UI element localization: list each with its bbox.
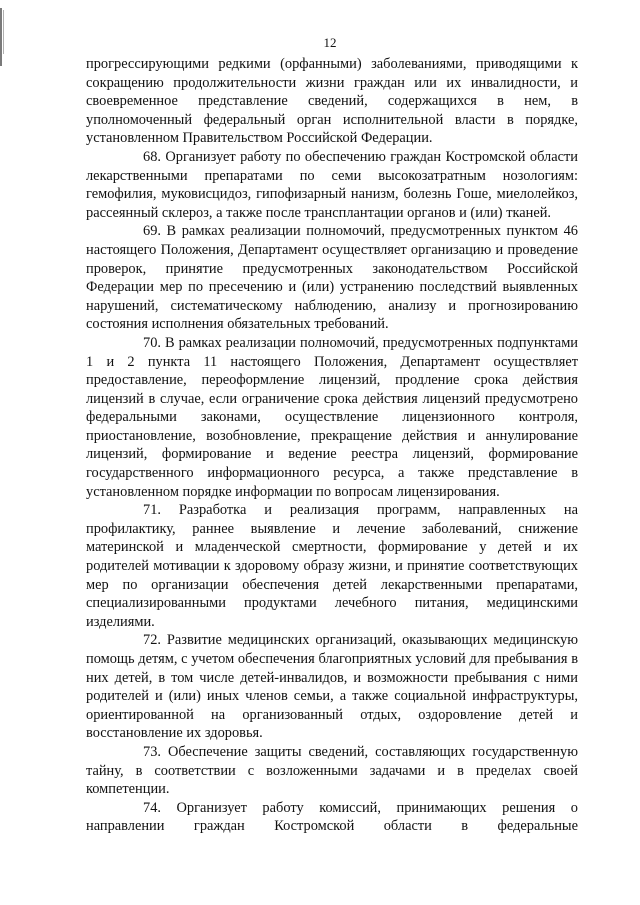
paragraph-72: 72. Развитие медицинских организаций, оказывающих медицинскую помощь детям, с учетом обеспечения благоприятных условий для пребывания в них детей, в том числе детей-инвалидов, и возможности пребывания с ними родителей и (или) иных членов семьи, а также социальной инфраструктуры, ориентированной на организованный отдых, оздоровление детей и восстановление их здоровья. xyxy=(86,632,578,742)
paragraph-71: 71. Разработка и реализация программ, направленных на профилактику, раннее выявление и лечение заболеваний, снижение материнской и младенческой смертности, формирование у детей и их родителей мотивации к здоровому образу жизни, и принятие соответствующих мер по организации обеспечения детей лекарственными препаратами, специализированными продуктами лечебного питания, медицинскими изделиями. xyxy=(86,502,578,630)
paragraph-continuation: прогрессирующими редкими (орфанными) заболеваниями, приводящими к сокращению продолжительности жизни граждан или их инвалидности, и своевременное представление сведений, содержащихся в нем, в уполномоченный федеральный орган исполнительной власти в порядке, установленном Правительством Российской Федерации. xyxy=(86,56,578,147)
paragraph-69: 69. В рамках реализации полномочий, предусмотренных пунктом 46 настоящего Положения, Департамент осуществляет организацию и проведение проверок, принятие предусмотренных законодательством Российской Федерации мер по пресечению и (или) устранению последствий выявленных нарушений, систематическому наблюдению, анализу и прогнозированию состояния исполнения обязательных требований. xyxy=(86,223,578,333)
paragraph-70: 70. В рамках реализации полномочий, предусмотренных подпунктами 1 и 2 пункта 11 настоящего Положения, Департамент осуществляет предоставление, переоформление лицензий, продление срока действия лицензий в случае, если ограничение срока действия лицензий предусмотрено федеральными законами, осуществление лицензионного контроля, приостановление, возобновление, прекращение действия и аннулирование лицензий, формирование и ведение реестра лицензий, формирование государственного информационного ресурса, а также представление в установленном порядке информации по вопросам лицензирования. xyxy=(86,334,578,500)
page-number: 12 xyxy=(323,35,337,50)
document-body xyxy=(86,55,578,836)
paragraph-68: 68. Организует работу по обеспечению граждан Костромской области лекарственными препаратами по семи высокозатратным нозологиям: гемофилия, муковисцидоз, гипофизарный нанизм, болезнь Гоше, миелолейкоз, рассеянный склероз, а также после трансплантации органов и (или) тканей. xyxy=(86,148,578,221)
paragraph-73: 73. Обеспечение защиты сведений, составляющих государственную тайну, в соответствии с возложенными задачами и в пределах своей компетенции. xyxy=(86,743,578,798)
paragraph-74: 74. Организует работу комиссий, принимающих решения о направлении граждан Костромской области в федеральные xyxy=(86,799,578,835)
